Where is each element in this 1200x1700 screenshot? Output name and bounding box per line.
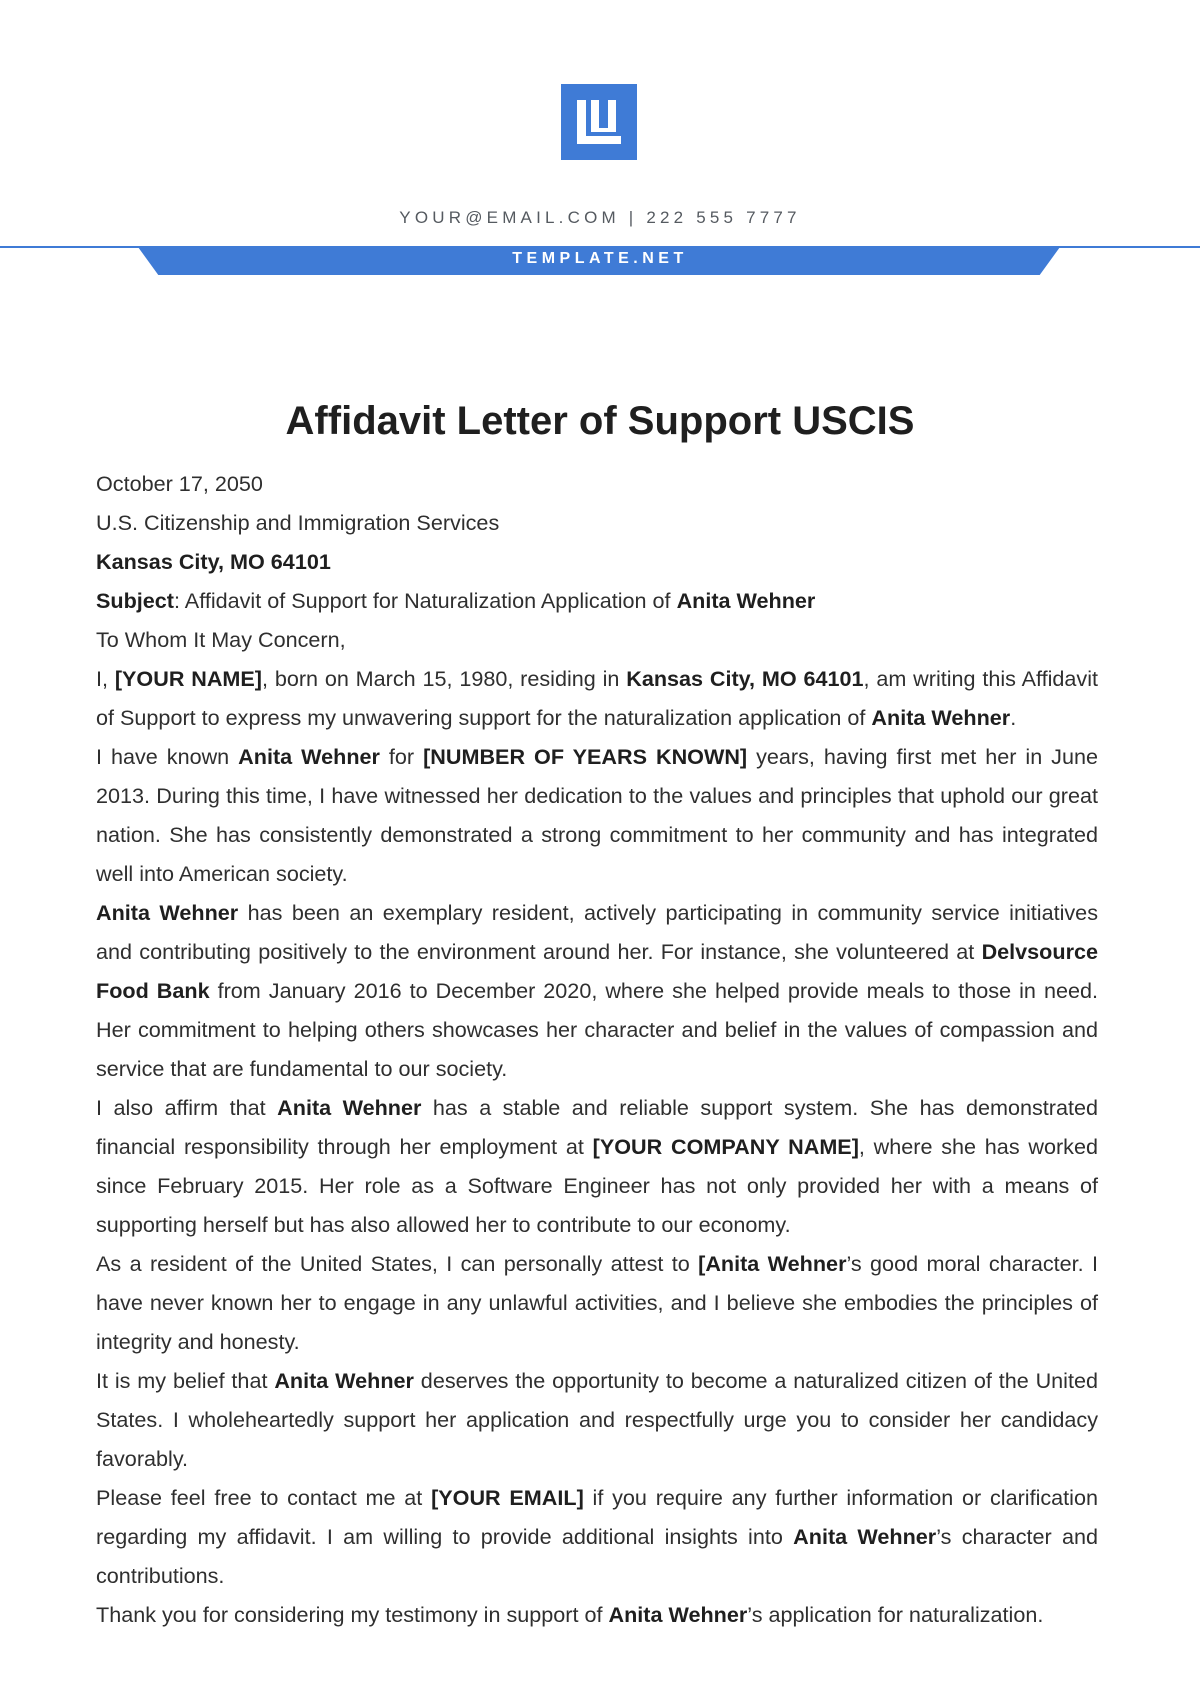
letter-date: October 17, 2050 — [96, 471, 263, 496]
document-title: Affidavit Letter of Support USCIS — [285, 399, 915, 443]
paragraph-moral-character: As a resident of the United States, I can personally attest to [Anita Wehner’s good moral character. I have never known her to engage in any unlawful activities, and I believe she embodies the principles of integrity and honesty. — [96, 1251, 1098, 1354]
subject-line: Subject: Affidavit of Support for Naturalization Application of Anita Wehner — [96, 588, 816, 613]
recipient-location: Kansas City, MO 64101 — [96, 549, 331, 574]
paragraph-employment: I also affirm that Anita Wehner has a stable and reliable support system. She has demonstrated financial responsibility through her employment at [YOUR COMPANY NAME], where she has worked since February 2015. Her role as a Software Engineer has not only provided her with a means of supporting herself but has also allowed her to contribute to our economy. — [96, 1095, 1099, 1237]
paragraph-acquaintance: I have known Anita Wehner for [NUMBER OF YEARS KNOWN] years, having first met her in June 2013. During this time, I have witnessed her dedication to the values and principles that uphold our great nation. She has consistently demonstrated a strong commitment to her community and has integrated well into American society. — [96, 744, 1099, 886]
letter-body — [96, 464, 1098, 1634]
paragraph-belief: It is my belief that Anita Wehner deserves the opportunity to become a naturalized citizen of the United States. I wholeheartedly support her application and respectfully urge you to consider her candidacy favorably. — [96, 1368, 1099, 1471]
paragraph-closing: Thank you for considering my testimony in support of Anita Wehner’s application for naturalization. — [96, 1602, 1044, 1627]
salutation: To Whom It May Concern, — [96, 627, 346, 652]
paragraph-contact: Please feel free to contact me at [YOUR EMAIL] if you require any further information or clarification regarding my affidavit. I am willing to provide additional insights into Anita Wehner’s character and contributions. — [96, 1485, 1099, 1588]
banner-text: TEMPLATE.NET — [512, 250, 688, 267]
contact-info: YOUR@EMAIL.COM | 222 555 7777 — [399, 208, 801, 227]
paragraph-community-service: Anita Wehner has been an exemplary resident, actively participating in community service initiatives and contributing positively to the environment around her. For instance, she volunteered at Delvsource Food Bank from January 2016 to December 2020, where she helped provide meals to those in need. Her commitment to helping others showcases her character and belief in the values of compassion and service that are fundamental to our society. — [96, 900, 1098, 1081]
recipient-name: U.S. Citizenship and Immigration Services — [96, 510, 500, 535]
template-logo-icon — [561, 84, 637, 160]
paragraph-introduction: I, [YOUR NAME], born on March 15, 1980, residing in Kansas City, MO 64101, am writing this Affidavit of Support to express my unwavering support for the naturalization application of Anita Wehner. — [96, 666, 1099, 730]
